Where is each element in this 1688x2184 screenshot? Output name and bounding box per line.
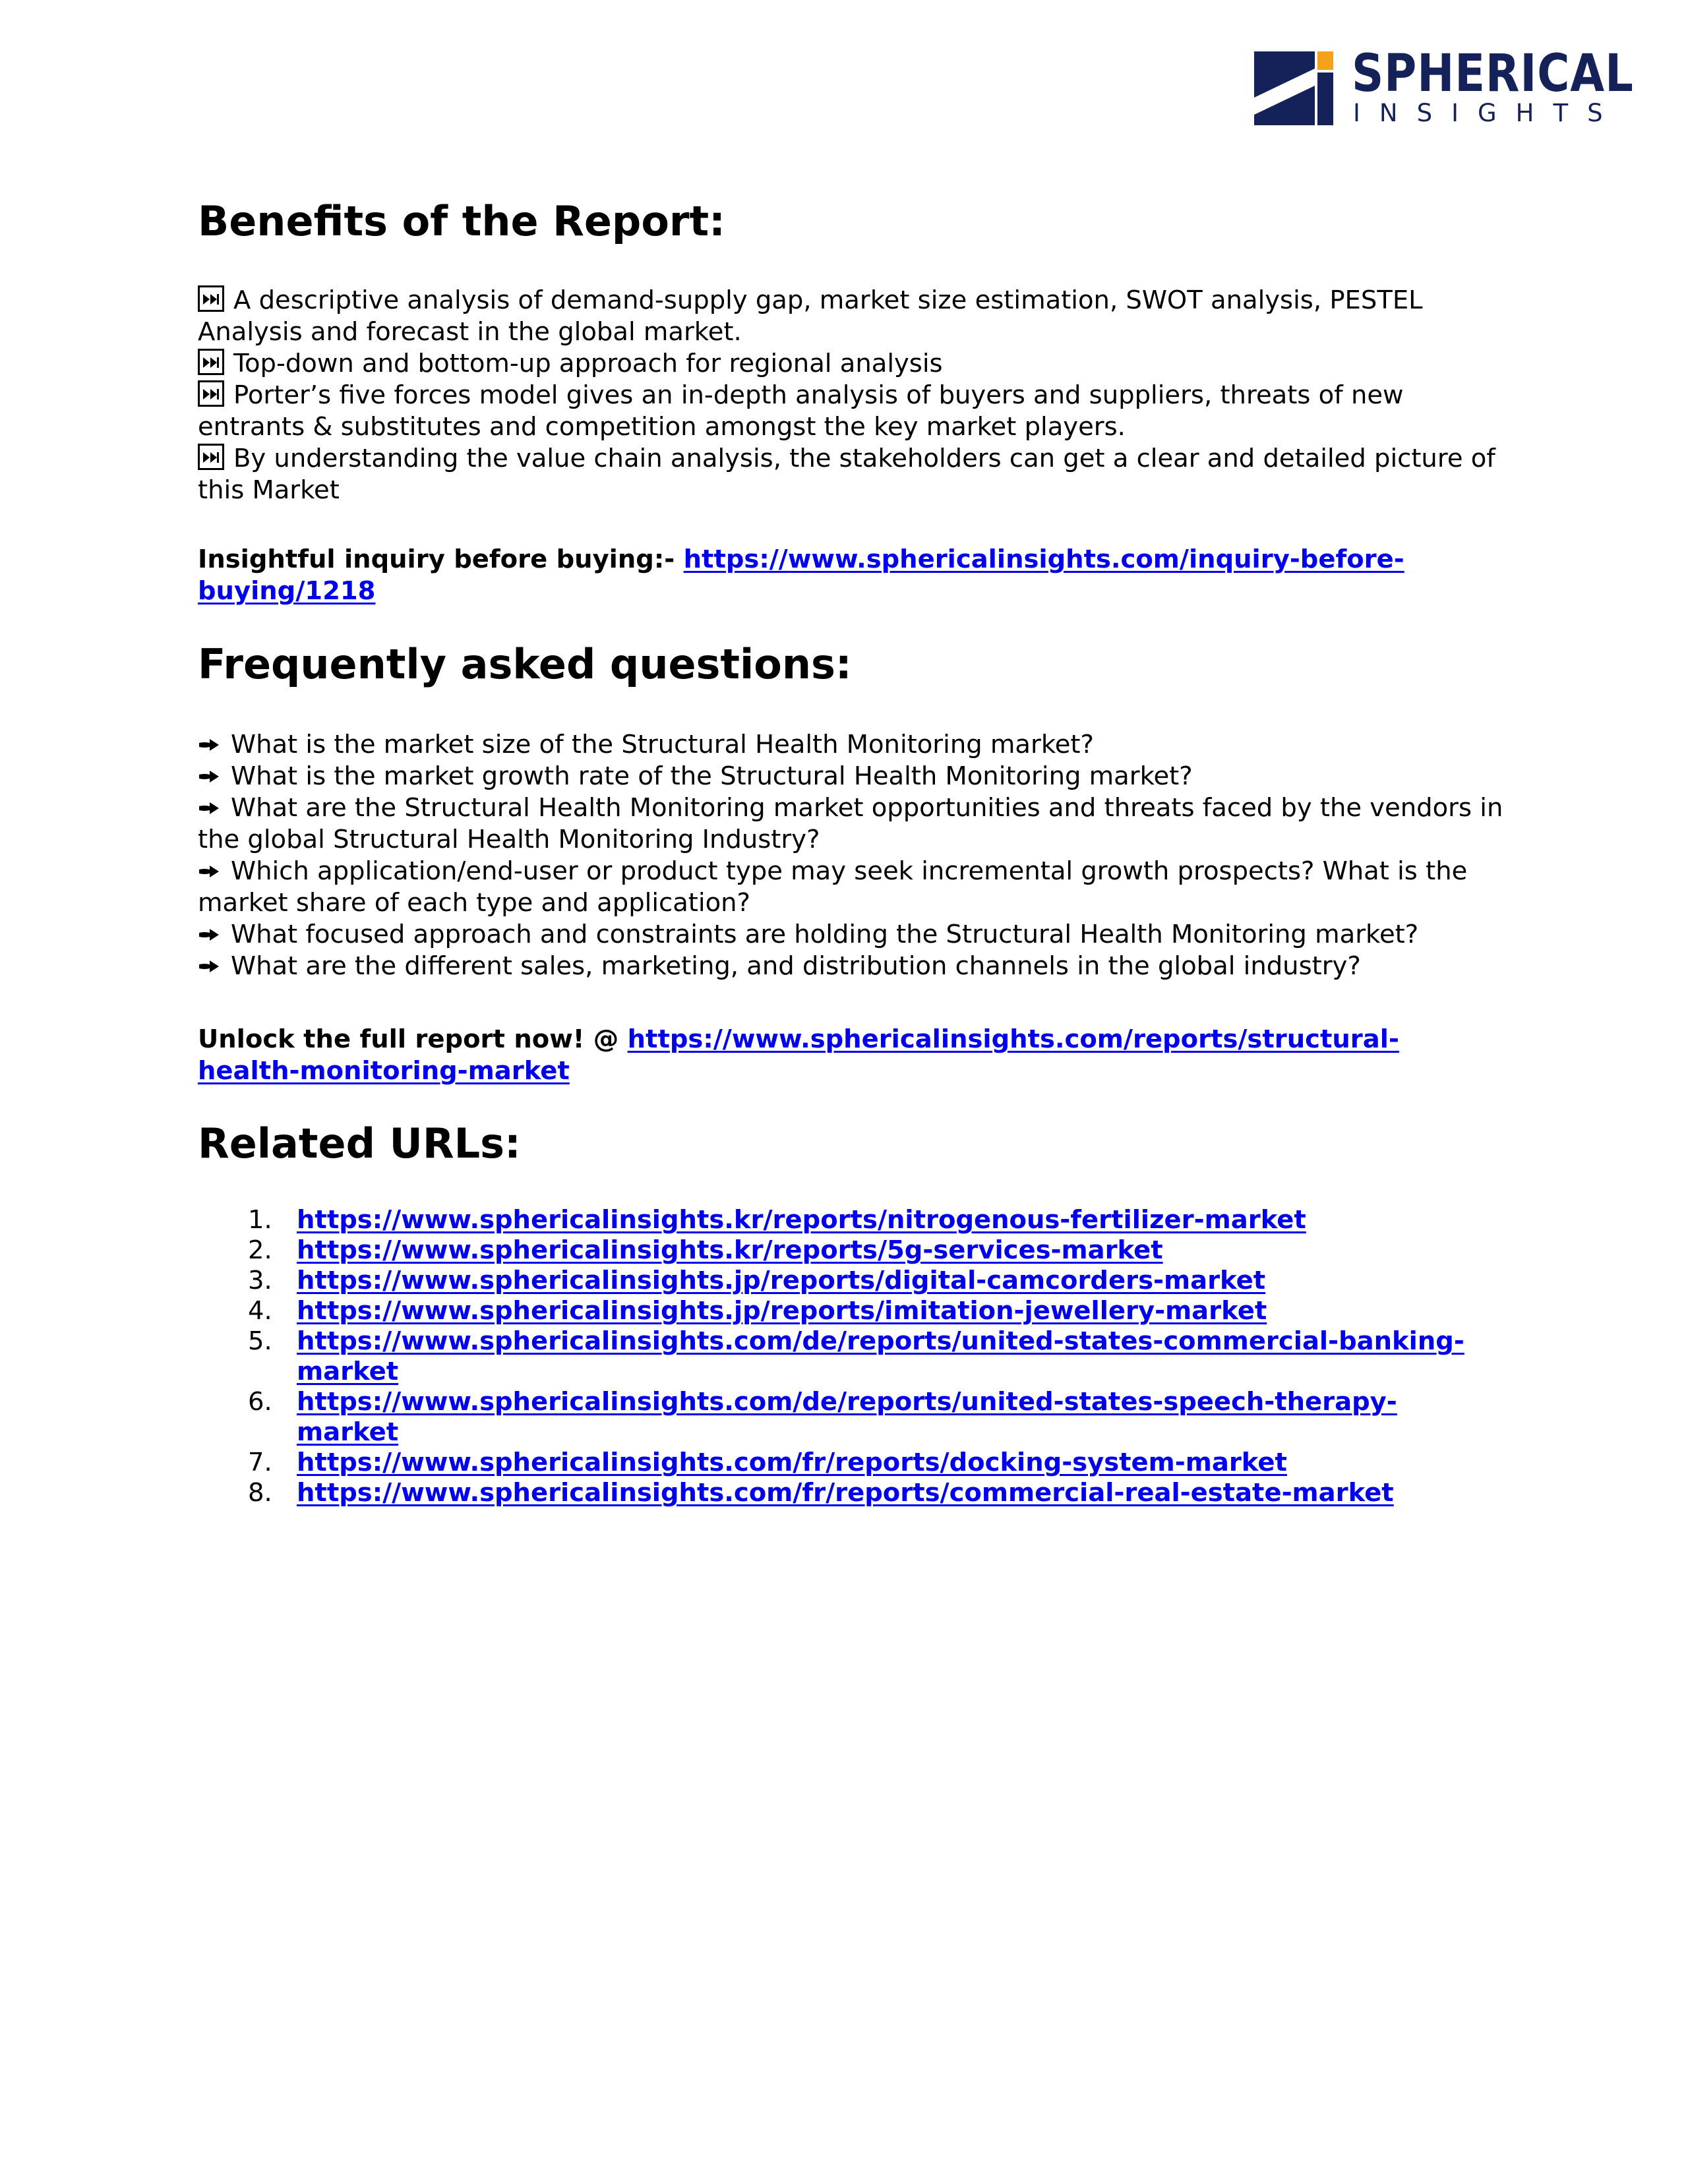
related-urls-list	[198, 1205, 1490, 1508]
faq-text: What are the different sales, marketing, and distribution channels in the global industry?	[231, 951, 1361, 981]
faq-line	[198, 729, 1490, 761]
inquiry-link[interactable]: https://www.sphericalinsights.com/inquiry-before-	[683, 545, 1404, 574]
right-arrow-icon	[198, 761, 223, 792]
inquiry-link-continued[interactable]: buying/1218	[198, 576, 376, 606]
benefit-line	[198, 348, 1490, 380]
benefit-text: By understanding the value chain analysis, the stakeholders can get a clear and detailed picture of	[233, 444, 1495, 473]
benefit-text: Analysis and forecast in the global market.	[198, 317, 742, 347]
related-url-link[interactable]: https://www.sphericalinsights.kr/reports/nitrogenous-fertilizer-market	[297, 1205, 1306, 1235]
related-url-link[interactable]: https://www.sphericalinsights.com/de/reports/united-states-commercial-banking-	[297, 1326, 1464, 1356]
faq-heading: Frequently asked questions:	[198, 640, 852, 688]
list-number: 3.	[248, 1266, 272, 1295]
faq-line	[198, 856, 1490, 887]
related-heading: Related URLs:	[198, 1119, 521, 1167]
benefit-line	[198, 411, 1490, 443]
list-number: 6.	[248, 1387, 272, 1417]
related-url-link[interactable]: https://www.sphericalinsights.com/fr/reports/commercial-real-estate-market	[297, 1478, 1394, 1508]
benefit-text: entrants & substitutes and competition amongst the key market players.	[198, 412, 1126, 442]
right-arrow-icon	[198, 951, 223, 982]
right-arrow-icon	[198, 919, 223, 951]
unlock-link[interactable]: https://www.sphericalinsights.com/reports/structural-	[627, 1024, 1399, 1054]
unlock-line	[198, 1024, 1490, 1088]
list-number: 1.	[248, 1205, 272, 1235]
right-arrow-icon	[198, 729, 223, 761]
related-url-item	[198, 1478, 1490, 1508]
spherical-insights-logo	[1254, 44, 1634, 131]
related-url-item	[198, 1296, 1490, 1326]
related-url-item	[198, 1448, 1490, 1478]
benefit-text: Top-down and bottom-up approach for regional analysis	[233, 349, 943, 378]
benefits-heading: Benefits of the Report:	[198, 197, 725, 245]
related-url-item	[198, 1266, 1490, 1296]
related-url-item	[198, 1235, 1490, 1266]
list-number: 5.	[248, 1326, 272, 1356]
fast-forward-box-icon	[198, 444, 224, 470]
fast-forward-box-icon	[198, 285, 224, 312]
faq-line	[198, 761, 1490, 792]
related-url-link[interactable]: https://www.sphericalinsights.com/de/reports/united-states-speech-therapy-	[297, 1387, 1397, 1417]
faq-list	[198, 729, 1503, 982]
fast-forward-box-icon	[198, 349, 224, 375]
right-arrow-icon	[198, 792, 223, 824]
benefit-line	[198, 316, 1490, 348]
benefit-line	[198, 380, 1490, 411]
faq-text: What focused approach and constraints are holding the Structural Health Monitoring market?	[231, 920, 1419, 949]
unlock-link-continued[interactable]: health-monitoring-market	[198, 1056, 570, 1086]
inquiry-line	[198, 545, 1490, 608]
related-url-item	[198, 1326, 1490, 1387]
benefit-text: Porter’s five forces model gives an in-depth analysis of buyers and suppliers, threats of new	[233, 380, 1404, 410]
faq-line	[198, 919, 1490, 951]
related-url-item	[198, 1387, 1490, 1448]
right-arrow-icon	[198, 856, 223, 887]
benefit-line	[198, 443, 1495, 475]
related-url-link[interactable]: https://www.sphericalinsights.kr/reports/5g-services-market	[297, 1235, 1163, 1265]
logo-mark-icon	[1254, 51, 1333, 125]
faq-text: the global Structural Health Monitoring Industry?	[198, 825, 820, 854]
related-url-link[interactable]: market	[297, 1417, 399, 1447]
list-number: 7.	[248, 1448, 272, 1477]
faq-text: Which application/end-user or product type may seek incremental growth prospects? What is the	[231, 856, 1468, 886]
related-url-link[interactable]: https://www.sphericalinsights.jp/reports/imitation-jewellery-market	[297, 1296, 1267, 1326]
faq-line	[198, 887, 1490, 919]
inquiry-label: Insightful inquiry before buying:-	[198, 545, 684, 574]
faq-text: market share of each type and application?	[198, 888, 750, 918]
faq-line	[198, 951, 1490, 982]
list-number: 4.	[248, 1296, 272, 1326]
benefit-text: this Market	[198, 475, 340, 505]
benefit-line	[198, 475, 1490, 506]
faq-text: What are the Structural Health Monitoring market opportunities and threats faced by the vendors in	[231, 793, 1503, 823]
unlock-label: Unlock the full report now! @	[198, 1024, 628, 1054]
related-url-link[interactable]: https://www.sphericalinsights.jp/reports/digital-camcorders-market	[297, 1266, 1266, 1295]
logo-wordmark-bottom: INSIGHTS	[1353, 99, 1622, 127]
list-number: 8.	[248, 1478, 272, 1508]
related-url-item	[198, 1205, 1490, 1235]
benefit-text: A descriptive analysis of demand-supply gap, market size estimation, SWOT analysis, PESTEL	[233, 285, 1423, 315]
faq-text: What is the market size of the Structural Health Monitoring market?	[231, 730, 1094, 759]
fast-forward-box-icon	[198, 380, 224, 407]
faq-text: What is the market growth rate of the Structural Health Monitoring market?	[231, 761, 1193, 791]
benefits-list	[198, 285, 1495, 506]
benefit-line	[198, 285, 1490, 316]
logo-wordmark-top: SPHERICAL	[1352, 44, 1634, 103]
related-url-link[interactable]: https://www.sphericalinsights.com/fr/reports/docking-system-market	[297, 1448, 1287, 1477]
related-url-link[interactable]: market	[297, 1357, 399, 1386]
faq-line	[198, 824, 1490, 856]
faq-line	[198, 792, 1503, 824]
list-number: 2.	[248, 1235, 272, 1265]
